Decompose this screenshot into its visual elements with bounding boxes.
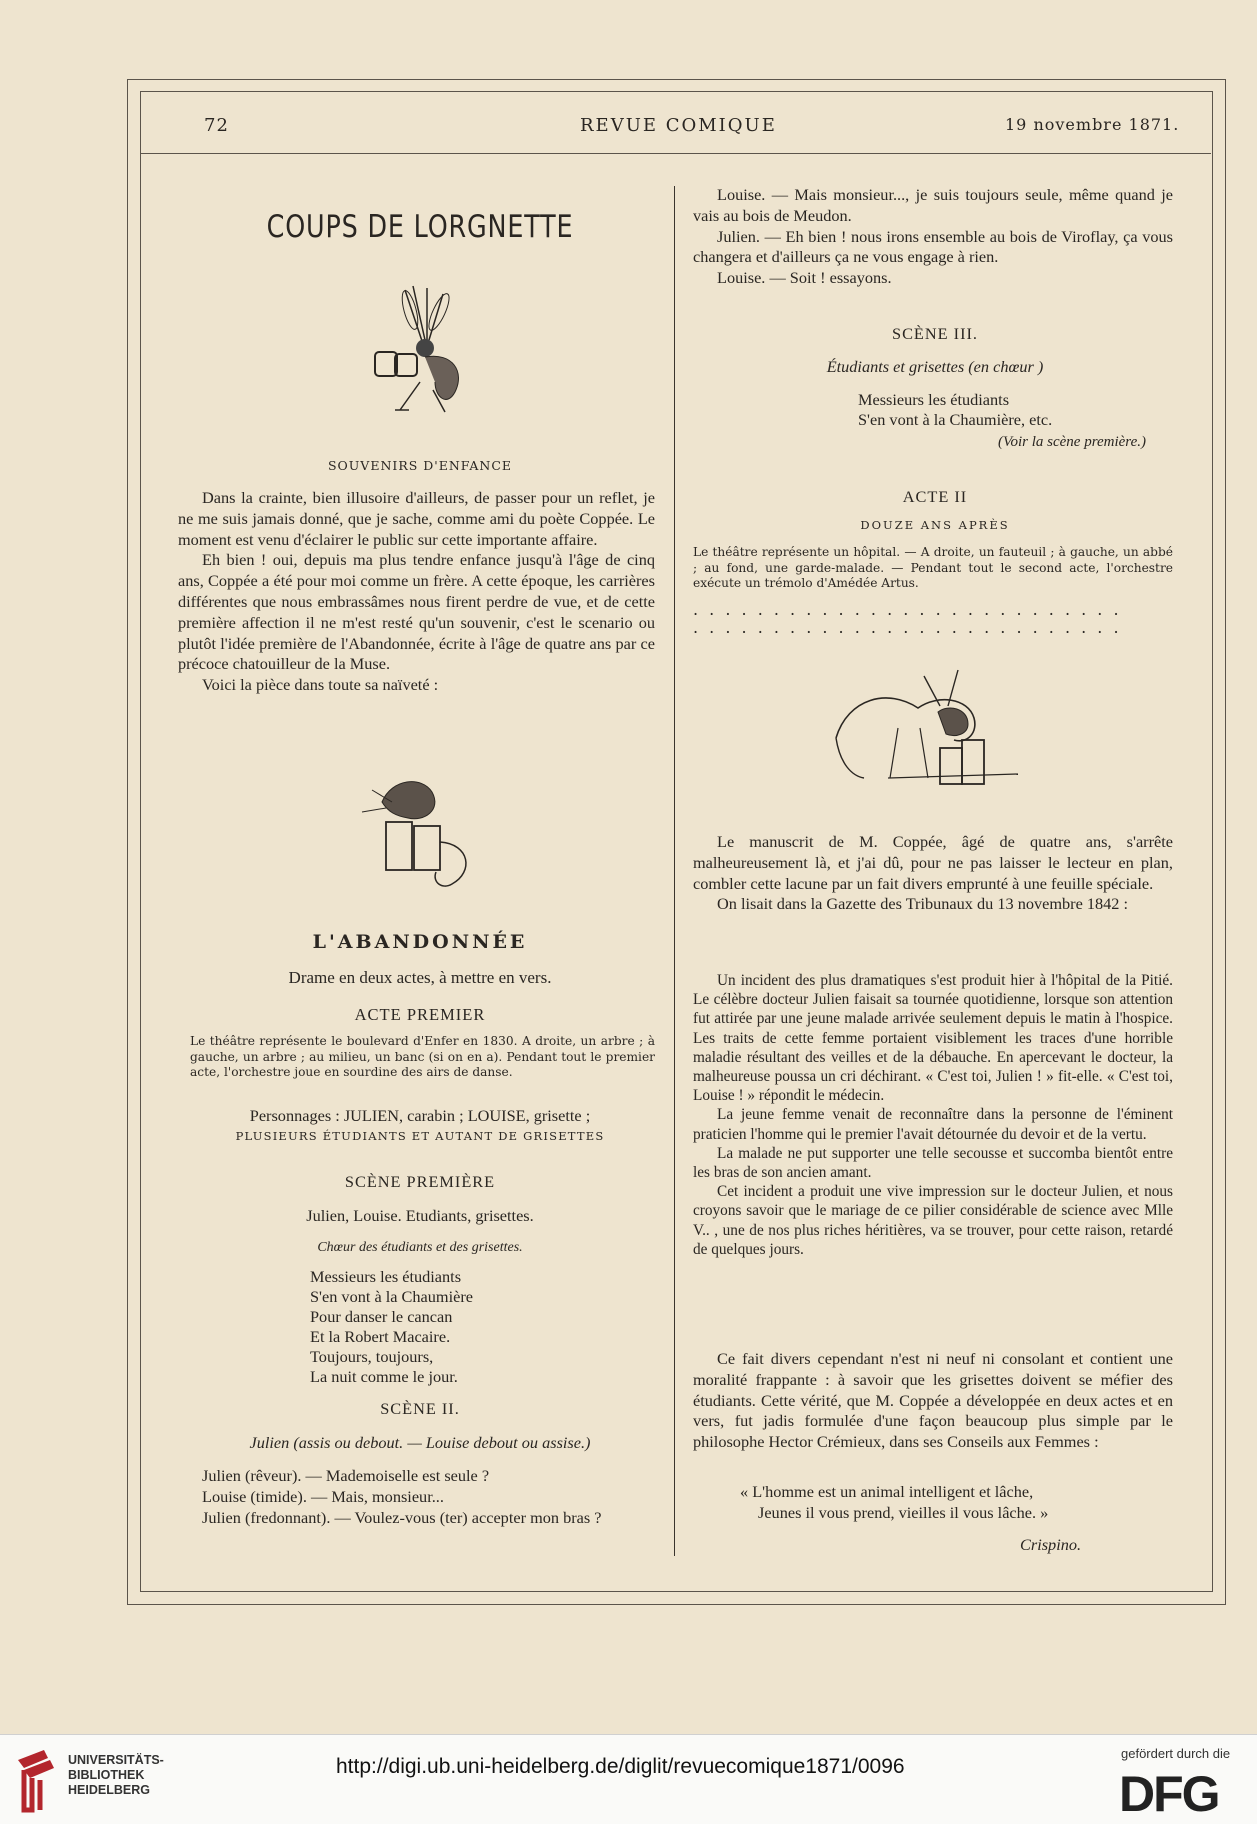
chorus-heading: Chœur des étudiants et des grisettes. xyxy=(317,1240,523,1255)
section-heading: SOUVENIRS D'ENFANCE xyxy=(327,458,513,473)
dialogue-line: Julien (fredonnant). — Voulez-vous (ter) accepter mon bras ? xyxy=(202,1507,602,1527)
intro-paragraph-1: Dans la crainte, bien illusoire d'ailleurs, de passer pour un reflet, je ne me suis jamais donné, que je sache, comme ami du poète Coppée. Le moment est venu d'éclairer le public sur cette importante affaire. xyxy=(178,488,655,549)
journal-title: REVUE COMIQUE xyxy=(580,115,777,136)
library-name-line: UNIVERSITÄTS- xyxy=(68,1753,164,1767)
closing-quote-1: « L'homme est un animal intelligent et lâche, xyxy=(740,1482,1034,1501)
commentary-paragraph-2: On lisait dans la Gazette des Tribunaux du 13 novembre 1842 : xyxy=(717,894,1129,914)
conclusion-paragraph: Ce fait divers cependant n'est ni neuf ni consolant et contient une moralité frappante : à savoir que les grisettes doivent se méfier des étudiants. Cette vérité, que M. Coppée a développée en deux actes et en vers, fut jadis formulée d'une façon beaucoup plus simple par le philosophe Hector Crémieux, dans ses Conseils aux Femmes : xyxy=(693,1349,1173,1452)
chorus-verses xyxy=(310,1267,610,1387)
author-signature: Crispino. xyxy=(1020,1535,1082,1554)
ellipsis-row: . . . . . . . . . . . . . . . . . . . . . . . . . . . xyxy=(693,600,1122,619)
dialogue-line: Louise. — Mais monsieur..., je suis toujours seule, même quand je vais au bois de Meudon. xyxy=(693,185,1173,225)
verse-line: S'en vont à la Chaumière xyxy=(310,1287,473,1306)
dialogue-line: Louise. — Soit ! essayons. xyxy=(717,268,892,288)
library-name-line: BIBLIOTHEK xyxy=(68,1768,145,1782)
page-number: 72 xyxy=(204,115,229,136)
act2-heading: ACTE II xyxy=(902,487,968,506)
column-rule xyxy=(674,186,675,1556)
gazette-quote xyxy=(693,971,1173,1259)
insect-tipping-pots-illustration xyxy=(828,668,1022,790)
conclusion-text xyxy=(693,1349,1173,1453)
gazette-paragraph: Cet incident a produit une vive impression sur le docteur Julien, et nous croyons savoir que le mariage de ce pilier considérable de science avec Mlle V.. , une de nos plus riches héritières, va se trouver, pour cette raison, retardé de quelques jours. xyxy=(693,1183,1173,1258)
play-subtitle: Drame en deux actes, à mettre en vers. xyxy=(288,968,552,987)
act2-stage-directions: Le théâtre représente un hôpital. — A droite, un fauteuil ; à gauche, un abbé ; au fond, une garde-malade. — Pendant tout le second acte, l'orchestre exécute un trémolo d'Amédée Artus. xyxy=(693,545,1173,590)
scene2-continued xyxy=(693,185,1173,289)
scene3-note: (Voir la scène première.) xyxy=(997,434,1146,450)
characters-line: Personnages : JULIEN, carabin ; LOUISE, grisette ; xyxy=(249,1106,591,1125)
dialogue-line: Julien. — Eh bien ! nous irons ensemble au bois de Viroflay, ça vous changera et d'ailleurs ça ne vous engage à rien. xyxy=(693,226,1173,267)
verse-line: Messieurs les étudiants xyxy=(310,1267,462,1286)
act1-stage-directions: Le théâtre représente le boulevard d'Enfer en 1830. A droite, un arbre ; à gauche, un arbre ; au milieu, un banc (si on en a). Pendant tout le premier acte, l'orchestre joue en sourdine des airs de danse. xyxy=(190,1034,655,1079)
ellipsis-row: . . . . . . . . . . . . . . . . . . . . . . . . . . . xyxy=(693,618,1122,637)
scene3-heading: SCÈNE III. xyxy=(892,324,978,343)
dialogue-line: Julien (rêveur). — Mademoiselle est seule ? xyxy=(202,1466,490,1485)
scene1-heading: SCÈNE PREMIÈRE xyxy=(344,1172,496,1191)
gazette-paragraph: Un incident des plus dramatiques s'est produit hier à l'hôpital de la Pitié. Le célèbre docteur Julien faisait sa tournée quotidienne, lorsque son attention fut attirée par une jeune malade arrivée seulement depuis le matin à l'hospice. Les traits de cette femme portaient visiblement les traces d'une horrible maladie résultant des veilles et de la débauche. En apercevant le docteur, la malheureuse poussa un cri déchirant. « C'est toi, Julien ! » fit-elle. « C'est toi, Louise ! » répondit le médecin. xyxy=(693,972,1173,1105)
intro-paragraph-3: Voici la pièce dans toute sa naïveté : xyxy=(202,675,439,695)
viewer-footer xyxy=(0,1734,1257,1824)
footer-divider xyxy=(0,1734,1257,1735)
characters-extra: PLUSIEURS ÉTUDIANTS ET AUTANT DE GRISETTES xyxy=(235,1129,605,1143)
ub-logo-icon xyxy=(14,1748,60,1814)
library-name xyxy=(68,1753,164,1798)
scene2-dialogue xyxy=(178,1466,655,1528)
document-url-link[interactable]: http://digi.ub.uni-heidelberg.de/diglit/revuecomique1871/0096 xyxy=(336,1755,905,1778)
verse-line: Et la Robert Macaire. xyxy=(310,1327,451,1346)
act2-subheading: DOUZE ANS APRÈS xyxy=(860,518,1010,532)
library-name-line: HEIDELBERG xyxy=(68,1783,150,1797)
verse-line: La nuit comme le jour. xyxy=(310,1367,458,1386)
dfg-logo: DFG xyxy=(1119,1766,1219,1822)
header-rule xyxy=(140,153,1211,154)
scene2-cast: Julien (assis ou debout. — Louise debout ou assise.) xyxy=(249,1433,591,1452)
commentary-paragraph-1: Le manuscrit de M. Coppée, âgé de quatre ans, s'arrête malheureusement là, et j'ai dû, pour ne pas laisser le lecteur en plan, combler cette lacune par un fait divers emprunté à une feuille spéciale. xyxy=(693,832,1173,893)
scene3-verse-1: Messieurs les étudiants xyxy=(858,390,1010,409)
gazette-paragraph: La jeune femme venait de reconnaître dans la personne de l'éminent praticien l'homme qui le premier l'avait détournée du devoir et de la vertu. xyxy=(693,1106,1173,1143)
verse-line: Toujours, toujours, xyxy=(310,1347,434,1366)
play-title: L'ABANDONNÉE xyxy=(312,931,528,953)
issue-date: 19 novembre 1871. xyxy=(1005,115,1180,134)
act1-heading: ACTE PREMIER xyxy=(354,1005,486,1024)
verse-line: Pour danser le cancan xyxy=(310,1307,453,1326)
article-title: COUPS DE LORGNETTE xyxy=(266,209,574,245)
closing-quote-2: Jeunes il vous prend, vieilles il vous lâche. » xyxy=(758,1503,1049,1522)
funding-label: gefördert durch die xyxy=(1121,1746,1231,1761)
insect-on-pots-illustration xyxy=(352,772,480,900)
dialogue-line: Louise (timide). — Mais, monsieur... xyxy=(202,1486,444,1506)
scene3-cast: Étudiants et grisettes (en chœur ) xyxy=(826,357,1044,376)
gazette-paragraph: La malade ne put supporter une telle secousse et succomba bientôt entre les bras de son ancien amant. xyxy=(693,1144,1173,1182)
scene3-verse-2: S'en vont à la Chaumière, etc. xyxy=(858,410,1053,429)
scene2-heading: SCÈNE II. xyxy=(380,1399,460,1418)
commentary-text xyxy=(693,832,1173,915)
scene1-cast: Julien, Louise. Etudiants, grisettes. xyxy=(306,1206,534,1225)
lorgnette-insect-illustration xyxy=(365,282,465,422)
intro-text xyxy=(178,488,655,696)
intro-paragraph-2: Eh bien ! oui, depuis ma plus tendre enfance jusqu'à l'âge de cinq ans, Coppée a été pour moi comme un frère. A cette époque, les carrières différentes que nous embrassâmes nous firent perdre de vue, et de cette première affection il ne m'est resté qu'un souvenir, c'est le scenario ou plutôt l'idée première de l'Abandonnée, écrite à l'âge de quatre ans par ce précoce chatouilleur de la Muse. xyxy=(178,550,655,674)
